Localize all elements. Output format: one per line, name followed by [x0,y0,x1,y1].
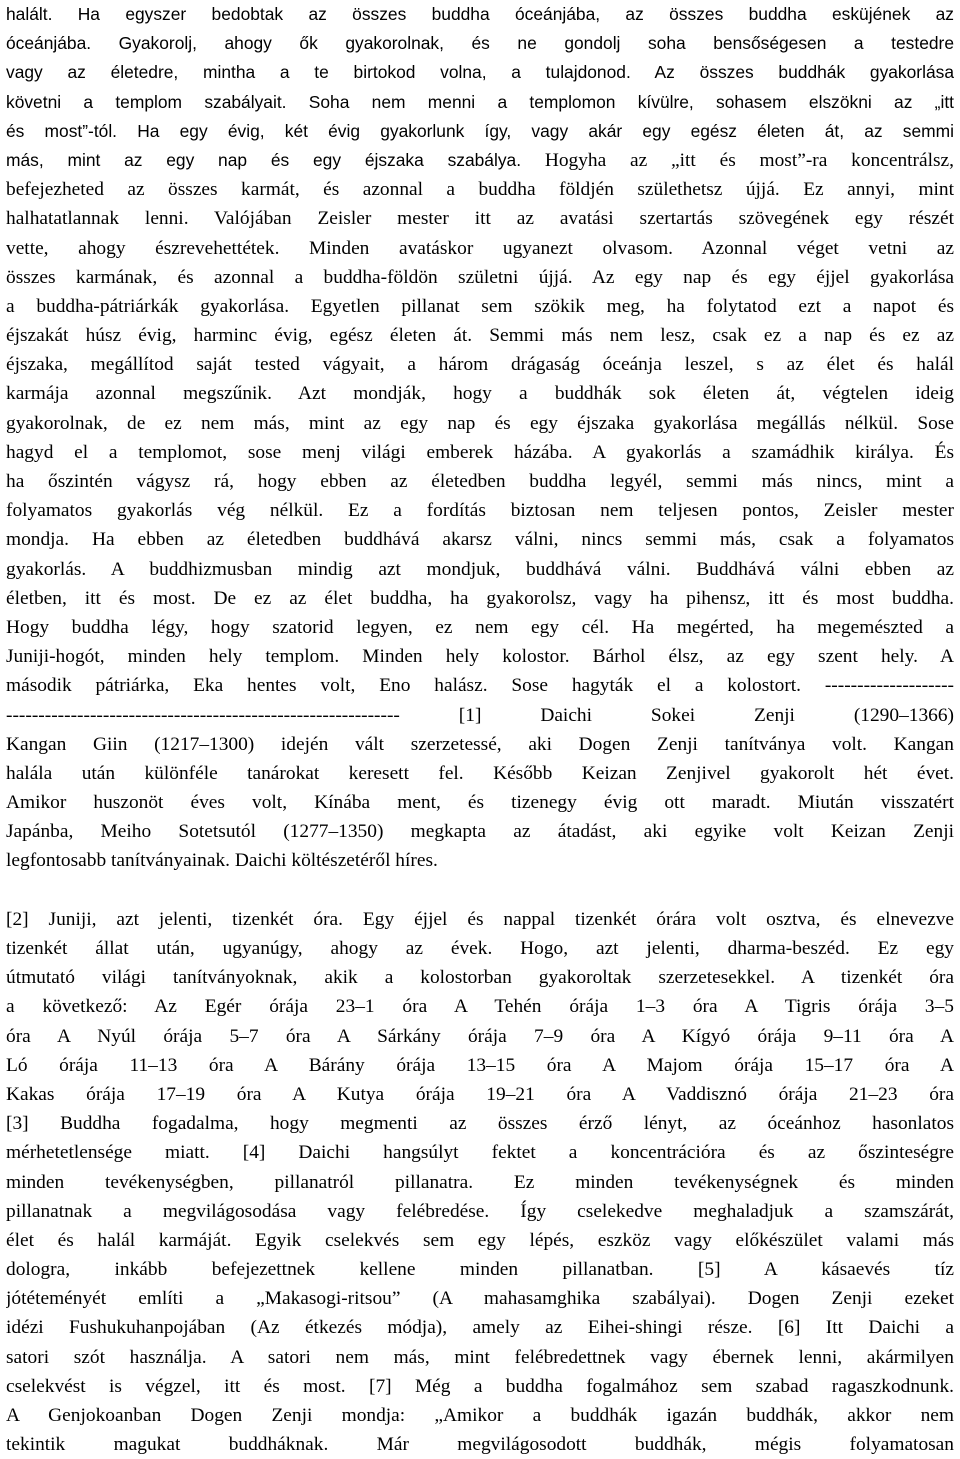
text-segment: éjszaka, megállítod saját tested vágyait, a három drágaság óceánja leszel, s az élet és halál [6,354,954,376]
text-line [6,496,954,525]
text-line [6,29,954,58]
text-segment: Kakas órája 17–19 óra A Kutya órája 19–21 óra A Vaddisznó órája 21–23 óra [6,1083,954,1105]
text-line [6,934,954,963]
text-line [6,234,954,263]
text-line [6,642,954,671]
text-segment: befejezheted az összes karmát, és azonnal a buddha földjén születhetsz újjá. Ez annyi, mint [6,179,954,201]
text-segment: hagyd el a templomot, sose menj világi emberek házába. A gyakorlás a szamádhik királya. És [6,441,954,463]
text-segment: Hogy buddha légy, hogy szatorid legyen, ez nem egy cél. Ha megérted, ha megemészted a [6,616,954,638]
text-segment: gyakorolnak, de ez nem más, mint az egy nap és egy éjszaka gyakorlása megállás nélkül. Sose [6,412,954,434]
text-segment: halála után különféle tanárokat keresett fel. Később Keizan Zenjivel gyakorolt hét évet. [6,762,954,784]
text-segment: Juniji-hogót, minden hely templom. Minden hely kolostor. Bárhol élsz, az egy szent hely. A [6,646,954,668]
text-line [6,117,954,146]
text-segment: karmája azonnal megszűnik. Azt mondják, hogy a buddhák sok életen át, végtelen ideig [6,383,954,405]
text-line [6,846,954,875]
text-segment: Kangan Giin (1217–1300) idején vált szerzetessé, aki Dogen Zenji tanítványa volt. Kangan [6,733,954,755]
text-line [6,175,954,204]
text-line [6,292,954,321]
text-segment: óra A Nyúl órája 5–7 óra A Sárkány órája 7–9 óra A Kígyó órája 9–11 óra A [6,1025,954,1047]
text-segment: dologra, inkább befejezettnek kellene minden pillanatban. [5] A kásaevés tíz [6,1259,954,1281]
text-line [6,1284,954,1313]
text-line [6,788,954,817]
text-segment: összes karmának, és azonnal a buddha-földön születni újjá. Az egy nap és egy éjjel gyakorlása [6,266,954,288]
text-segment: tekintik magukat buddháknak. Már megvilágosodott buddhák, mégis folyamatosan [6,1434,954,1456]
text-segment: tizenkét állat után, ugyanúgy, ahogy az évek. Hogo, azt jelenti, dharma-beszéd. Ez egy [6,938,954,959]
text-segment: folyamatos gyakorlás vég nélkül. Ez a fordítás biztosan nem teljesen pontos, Zeisler mester [6,500,954,522]
text-segment: élet és halál karmáját. Egyik cselekvés sem egy lépés, eszköz vagy előkészület valami más [6,1229,954,1251]
text-line [6,555,954,584]
text-segment: Japánba, Meiho Sotetsutól (1277–1350) megkapta az átadást, aki egyike volt Keizan Zenji [6,821,954,843]
text-segment: A Genjokoanban Dogen Zenji mondja: „Amikor a buddhák igazán buddhák, akkor nem [6,1405,954,1426]
text-segment: ------------------------------------------------------------- [1] Daichi Sokei Zenji (1290–1366) [6,704,954,726]
text-line [6,1430,954,1459]
text-segment: cselekvést is végzel, itt és most. [7] Még a buddha fogalmához sem szabad ragaszkodnunk. [6,1375,954,1397]
text-line [6,671,954,700]
text-segment: legfontosabb tanítványainak. Daichi költészetéről híres. [6,850,438,872]
text-line [6,1168,954,1197]
text-segment: a következő: Az Egér órája 23–1 óra A Tehén órája 1–3 óra A Tigris órája 3–5 [6,996,954,1018]
text-segment: és most”-tól. Ha egy évig, két évig gyakorlunk így, vagy akár egy egész életen át, az semmi [6,120,954,141]
text-segment: követni a templom szabályait. Soha nem menni a templomon kívülre, sohasem elszökni az „itt [6,91,954,112]
text-line [6,613,954,642]
text-segment: ha őszintén vágysz rá, hogy ebben az életedben buddha legyél, semmi más nincs, mint a [6,471,954,492]
text-segment: Amikor huszonöt éves volt, Kínába ment, és tizenegy évig ott maradt. Miután visszatért [6,792,954,814]
text-segment: Ló órája 11–13 óra A Bárány órája 13–15 óra A Majom órája 15–17 óra A [6,1054,954,1076]
text-line [6,1255,954,1284]
text-segment: második pátriárka, Eka hentes volt, Eno halász. Sose hagyták el a kolostort. -------------------- [6,675,954,697]
text-line [6,1313,954,1342]
text-segment: mondja. Ha ebben az életedben buddhává akarsz válni, nincs semmi más, csak a folyamatos [6,529,954,551]
text-line [6,467,954,496]
text-segment: más, mint az egy nap és egy éjszaka szabálya. [6,149,545,170]
text-line [6,992,954,1021]
text-segment: éjszakát húsz évig, harminc évig, egész életen át. Semmi más nem lesz, csak ez a nap és ez az [6,325,954,347]
text-line [6,730,954,759]
text-line [6,1051,954,1080]
text-segment: halhatatlannak lenni. Valójában Zeisler mester itt az avatási szertartás szövegének egy részét [6,208,954,230]
text-line [6,1080,954,1109]
text-line [6,379,954,408]
text-line [6,88,954,117]
text-segment: idézi Fushukuhanpojában (Az étkezés módja), amely az Eihei-shingi része. [6] Itt Daichi a [6,1317,954,1339]
text-segment: vette, ahogy észrevehettétek. Minden avatáskor ugyanezt olvasom. Azonnal véget vetni az [6,237,954,259]
text-line [6,759,954,788]
text-line [6,0,954,29]
text-line [6,1197,954,1226]
text-segment: satori szót használja. A satori nem más, mint felébredettnek vagy ébernek lenni, akármilyen [6,1346,954,1368]
text-segment: vagy az életedre, mintha a te birtokod volna, a tulajdonod. Az összes buddhák gyakorlása [6,62,954,83]
text-line [6,1401,954,1430]
text-line [6,1343,954,1372]
text-line [6,1138,954,1167]
text-segment: útmutató világi tanítványoknak, akik a kolostorban gyakoroltak szerzetesekkel. A tizenkét óra [6,967,954,989]
text-line [6,204,954,233]
text-line [6,584,954,613]
text-line [6,1226,954,1255]
text-line [6,1109,954,1138]
text-line [6,963,954,992]
text-segment: Hogyha az „itt és most”-ra koncentrálsz, [544,149,954,171]
text-segment: gyakorlás. A buddhizmusban mindig azt mondjuk, buddhává válni. Buddhává válni ebben az [6,558,954,580]
text-segment: életben, itt és most. De ez az élet buddha, ha gyakorolsz, vagy ha pihensz, itt és most buddha. [6,587,954,609]
text-line [6,701,954,730]
text-segment: minden tevékenységben, pillanatról pillanatra. Ez minden tevékenységnek és minden [6,1171,954,1193]
text-line [6,905,954,934]
text-line [6,321,954,350]
text-segment: mérhetetlensége miatt. [4] Daichi hangsúlyt fektet a koncentrációra és az őszinteségre [6,1142,954,1164]
text-line [6,263,954,292]
text-line [6,438,954,467]
text-segment: [2] Juniji, azt jelenti, tizenkét óra. Egy éjjel és nappal tizenkét órára volt osztva, és elnevezve [6,908,954,930]
text-line [6,146,954,175]
text-segment: óceánjába. Gyakorolj, ahogy ők gyakorolnak, és ne gondolj soha bensőségesen a testedre [6,33,954,54]
text-line [6,525,954,554]
text-segment: jótéteményét említi a „Makasogi-ritsou” (A mahasamghika szabályai). Dogen Zenji ezeket [6,1288,954,1310]
text-line [6,1372,954,1401]
text-line [6,409,954,438]
paragraph-gap [6,876,954,905]
text-line [6,817,954,846]
text-segment: [3] Buddha fogadalma, hogy megmenti az összes érző lényt, az óceánhoz hasonlatos [6,1113,954,1135]
text-line [6,58,954,87]
text-segment: halált. Ha egyszer bedobtak az összes buddha óceánjába, az összes buddha esküjének az [6,4,954,24]
text-segment: pillanatnak a megvilágosodása vagy felébredése. Így cselekedve meghaladjuk a szamszárát, [6,1200,954,1222]
text-line [6,350,954,379]
text-segment: a buddha-pátriárkák gyakorlása. Egyetlen pillanat sem szökik meg, ha folytatod ezt a napot és [6,295,954,317]
text-line [6,1022,954,1051]
